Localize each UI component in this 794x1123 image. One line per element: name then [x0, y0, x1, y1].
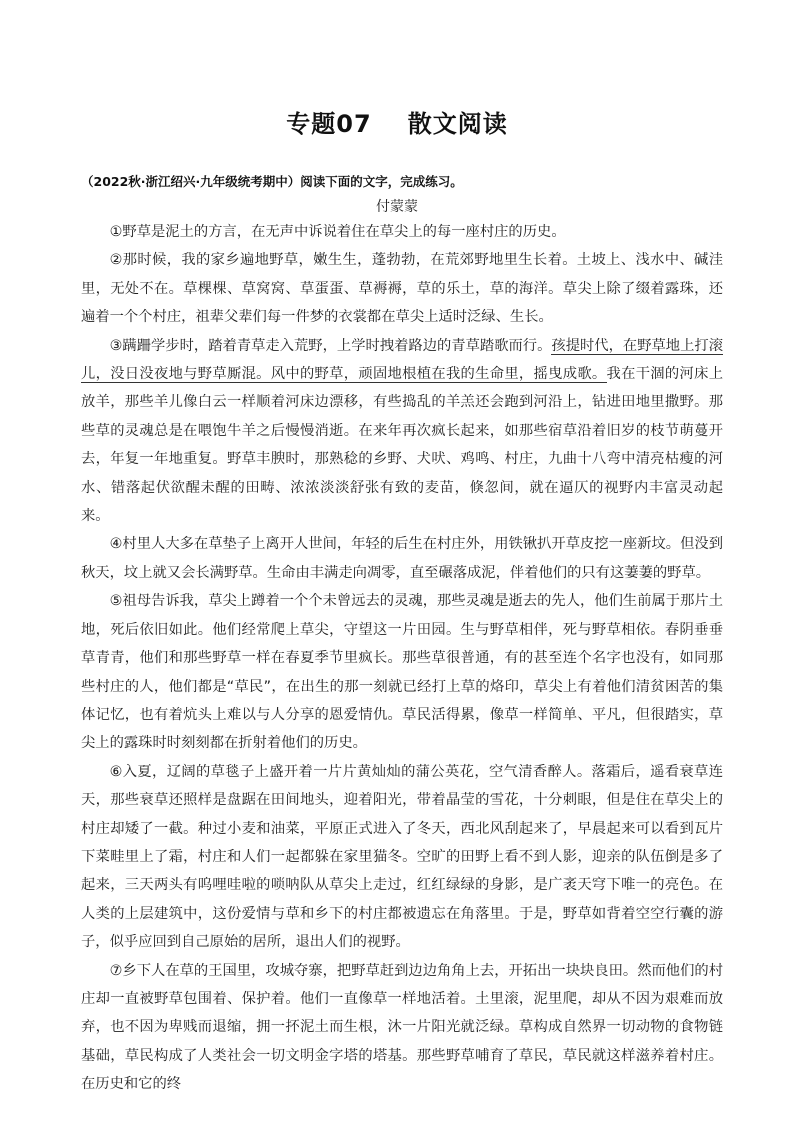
question-source: （2022秋·浙江绍兴·九年级统考期中）阅读下面的文字，完成练习。: [81, 174, 463, 189]
paragraph-3: [81, 332, 723, 531]
paragraph-3-intro: ③蹒跚学步时，踏着青草走入荒野，上学时拽着路边的青草踏歌而行。: [109, 337, 552, 354]
paragraph-3-rest: 我在干涸的河床上放羊，那些羊儿像白云一样顺着河床边漂移，有些捣乱的羊羔还会跑到河沿上，钻进田地里撒野。那些草的灵魂总是在喂饱牛羊之后慢慢消逝。在来年再次疯长起来，如那些宿草沿着旧岁的枝节萌蔓开去，年复一年地重复。野草丰腴时，那熟稔的乡野、犬吠、鸡鸣、村庄，九曲十八弯中清亮枯瘦的河水、错落起伏欲醒未醒的田畴、浓浓淡淡舒张有致的麦苗，倏忽间，就在逼仄的视野内丰富灵动起来。: [81, 366, 723, 525]
paragraph-4: ④村里人大多在草垫子上离开人世间，年轻的后生在村庄外，用铁锹扒开草皮挖一座新坟。但没到秋天，坟上就又会长满野草。生命由丰满走向凋零，直至碾落成泥，伴着他们的只有这萋萋的野草。: [81, 536, 723, 581]
paragraph-7: ⑦乡下人在草的王国里，攻城夺寨，把野草赶到边边角角上去，开拓出一块块良田。然而他们的村庄却一直被野草包围着、保护着。他们一直像草一样地活着。土里滚，泥里爬，却从不因为艰难而放弃，也不因为卑贱而退缩，拥一抔泥土而生根，沐一片阳光就泛绿。草构成自然界一切动物的食物链基础，草民构成了人类社会一切文明金字塔的塔基。那些野草哺育了草民，草民就这样滋养着村庄。在历史和它的终: [81, 962, 723, 1093]
page-title: [0, 104, 794, 139]
paragraph-1: ①野草是泥土的方言，在无声中诉说着住在草尖上的每一座村庄的历史。: [109, 224, 566, 240]
title-topic-name: 散文阅读: [407, 110, 508, 138]
title-topic-number: 专题07: [286, 110, 372, 138]
paragraph-2: ②那时候，我的家乡遍地野草，嫩生生，蓬勃勃，在荒郊野地里生长着。土坡上、浅水中、碱洼里，无处不在。草棵棵、草窝窝、草蛋蛋、草褥褥，草的乐土，草的海洋。草尖上除了缀着露珠，还遍着一个个村庄，祖辈父辈们每一件梦的衣裳都在草尖上适时泛绿、生长。: [81, 252, 723, 326]
underlined-sentence: 孩提时代，在野草地上打滚儿，没日没夜地与野草厮混。风中的野草，顽固地根植在我的生命里，摇曳成歌。: [81, 337, 723, 383]
article-body: [81, 218, 723, 1099]
paragraph-6: ⑥入夏，辽阔的草毯子上盛开着一片片黄灿灿的蒲公英花，空气清香醉人。落霜后，遥看衰草连天，那些衰草还照样是盘踞在田间地头，迎着阳光，带着晶莹的雪花，十分刺眼，但是住在草尖上的村庄却矮了一截。种过小麦和油菜，平原正式进入了冬天，西北风刮起来了，早晨起来可以看到瓦片下菜畦里上了霜，村庄和人们一起都躲在家里猫冬。空旷的田野上看不到人影，迎亲的队伍倒是多了起来，三天两头有呜哩哇啦的唢呐队从草尖上走过，红红绿绿的身影，是广袤天穹下唯一的亮色。在人类的上层建筑中，这份爱情与草和乡下的村庄都被遗忘在角落里。于是，野草如背着空空行囊的游子，似乎应回到自己原始的居所，退出人们的视野。: [81, 763, 723, 951]
paragraph-5: ⑤祖母告诉我，草尖上蹲着一个个未曾远去的灵魂，那些灵魂是逝去的先人，他们生前属于那片土地，死后依旧如此。他们经常爬上草尖，守望这一片田园。生与野草相伴，死与野草相依。春阴垂垂草青青，他们和那些野草一样在春夏季节里疯长。那些草很普通，有的甚至连个名字也没有，如同那些村庄的人，他们都是“草民”，在出生的那一刻就已经打上草的烙印，草尖上有着他们清贫困苦的集体记忆，也有着炕头上难以与人分享的恩爱情仇。草民活得累，像草一样简单、平凡，但很踏实，草尖上的露珠时时刻刻都在折射着他们的历史。: [81, 593, 723, 752]
article-author: 付蒙蒙: [376, 199, 418, 215]
